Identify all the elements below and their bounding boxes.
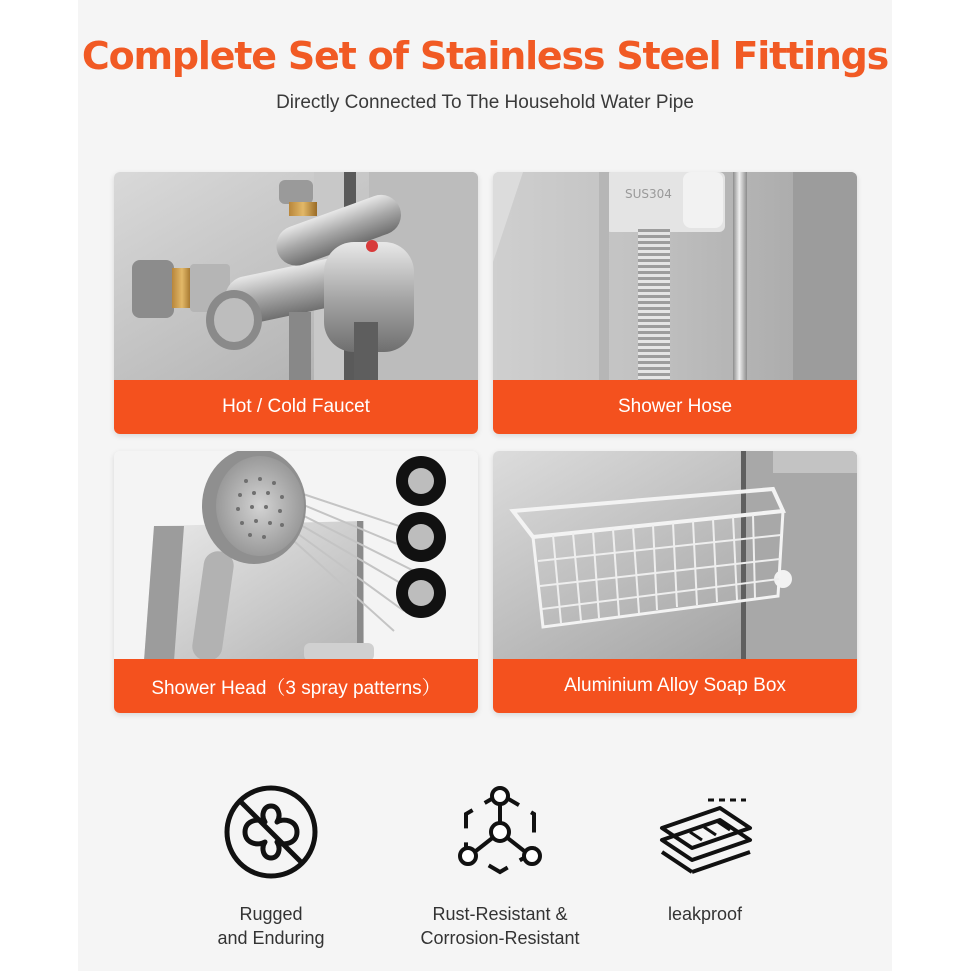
card-shower-hose <box>493 172 857 434</box>
soap-box-photo <box>493 451 857 661</box>
card-caption: Hot / Cold Faucet <box>114 380 478 434</box>
feature-leakproof <box>595 782 815 926</box>
layers-icon <box>650 782 760 882</box>
rugged-icon <box>221 782 321 882</box>
faucet-photo <box>114 172 478 382</box>
card-caption: Shower Hose <box>493 380 857 434</box>
card-soap-box <box>493 451 857 713</box>
card-caption: Aluminium Alloy Soap Box <box>493 659 857 713</box>
sus304-engraving: SUS304 <box>625 187 672 201</box>
feature-label: Rust-Resistant & Corrosion-Resistant <box>420 904 580 948</box>
page-subtitle: Directly Connected To The Household Water Pipe <box>276 92 694 113</box>
shower-hose-photo <box>493 172 857 382</box>
feature-rugged <box>161 782 381 950</box>
page-title: Complete Set of Stainless Steel Fittings <box>81 34 889 78</box>
feature-rust-resistant <box>390 782 610 950</box>
card-faucet <box>114 172 478 434</box>
spray-pattern-icons <box>396 456 446 618</box>
feature-label: leakproof <box>667 904 743 924</box>
molecule-icon <box>450 782 550 882</box>
card-caption: Shower Head（3 spray patterns） <box>114 659 478 713</box>
card-shower-head <box>114 451 478 713</box>
shower-head-photo <box>114 451 478 661</box>
feature-label: Rugged and Enduring <box>217 904 325 948</box>
